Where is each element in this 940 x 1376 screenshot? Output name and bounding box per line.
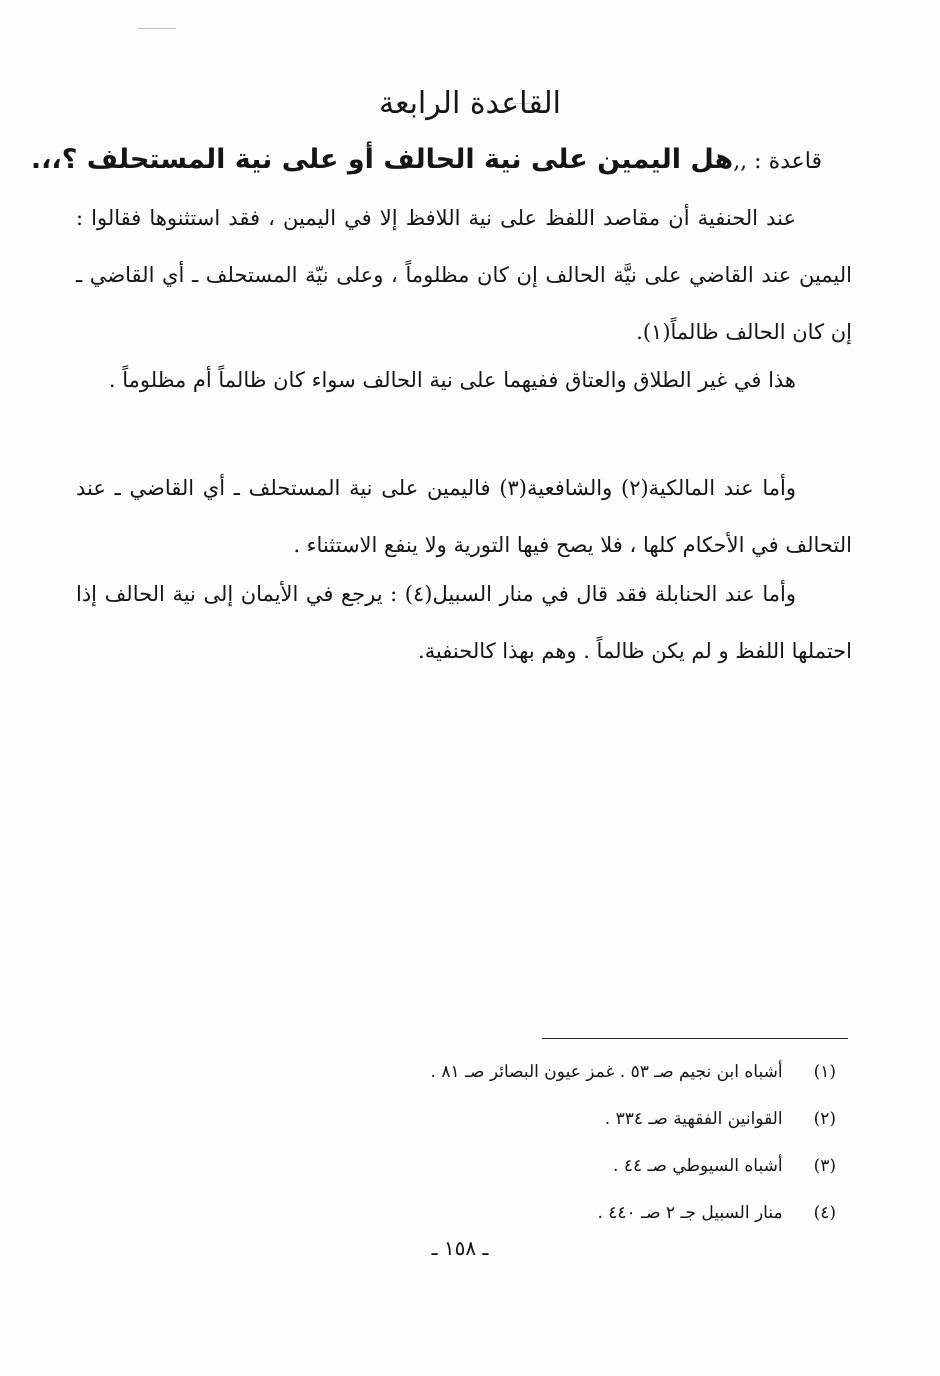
footnote-separator [542, 1038, 848, 1039]
page-title: القاعدة الرابعة [379, 86, 561, 121]
paragraph-maliki-shafii: وأما عند المالكية(٢) والشافعية(٣) فاليمين على نية المستحلف ـ أي القاضي ـ عند التحالف في الأحكام كلها ، فلا يصح فيها التورية ولا ينفع الاستثناء . [76, 476, 852, 557]
footnote-text: القوانين الفقهية صـ ٣٣٤ . [604, 1109, 783, 1129]
footnote-number: (٣) [813, 1156, 836, 1176]
rule-heading [30, 144, 822, 175]
scan-speck [138, 28, 176, 29]
rule-prefix: قاعدة : ,, [733, 149, 822, 174]
paragraph-exception: هذا في غير الطلاق والعتاق ففيهما على نية الحالف سواء كان ظالماً أم مظلوماً . [108, 368, 796, 392]
footnote-text: أشباه السيوطي صـ ٤٤ . [613, 1156, 783, 1176]
rule-question: هل اليمين على نية الحالف أو على نية المستحلف ؟،،. [30, 144, 734, 175]
paragraph-hanafi: عند الحنفية أن مقاصد اللفظ على نية اللافظ إلا في اليمين ، فقد استثنوها فقالوا : اليمين عند القاضي على نيَّة الحالف إن كان مظلوماً ، وعلى نيّة المستحلف ـ أي القاضي ـ إن كان الحالف ظالماً(١). [76, 206, 852, 344]
footnote-number: (٢) [813, 1109, 836, 1129]
footnote-number: (٤) [813, 1203, 836, 1223]
footnote-text: أشباه ابن نجيم صـ ٥٣ . غمز عيون البصائر صـ ٨١ . [430, 1062, 783, 1082]
page-number: ـ ١٥٨ ـ [431, 1236, 489, 1260]
footnote-item [300, 1052, 836, 1099]
footnote-number: (١) [813, 1062, 836, 1082]
footnote-item [300, 1146, 836, 1193]
paragraph-hanbali: وأما عند الحنابلة فقد قال في منار السبيل(٤) : يرجع في الأيمان إلى نية الحالف إذا احتملها اللفظ و لم يكن ظالماً . وهم بهذا كالحنفية. [76, 582, 852, 663]
footnote-item [300, 1193, 836, 1240]
footnote-item [300, 1099, 836, 1146]
footnote-text: منار السبيل جـ ٢ صـ ٤٤٠ . [597, 1203, 783, 1223]
footnotes [300, 1052, 836, 1240]
